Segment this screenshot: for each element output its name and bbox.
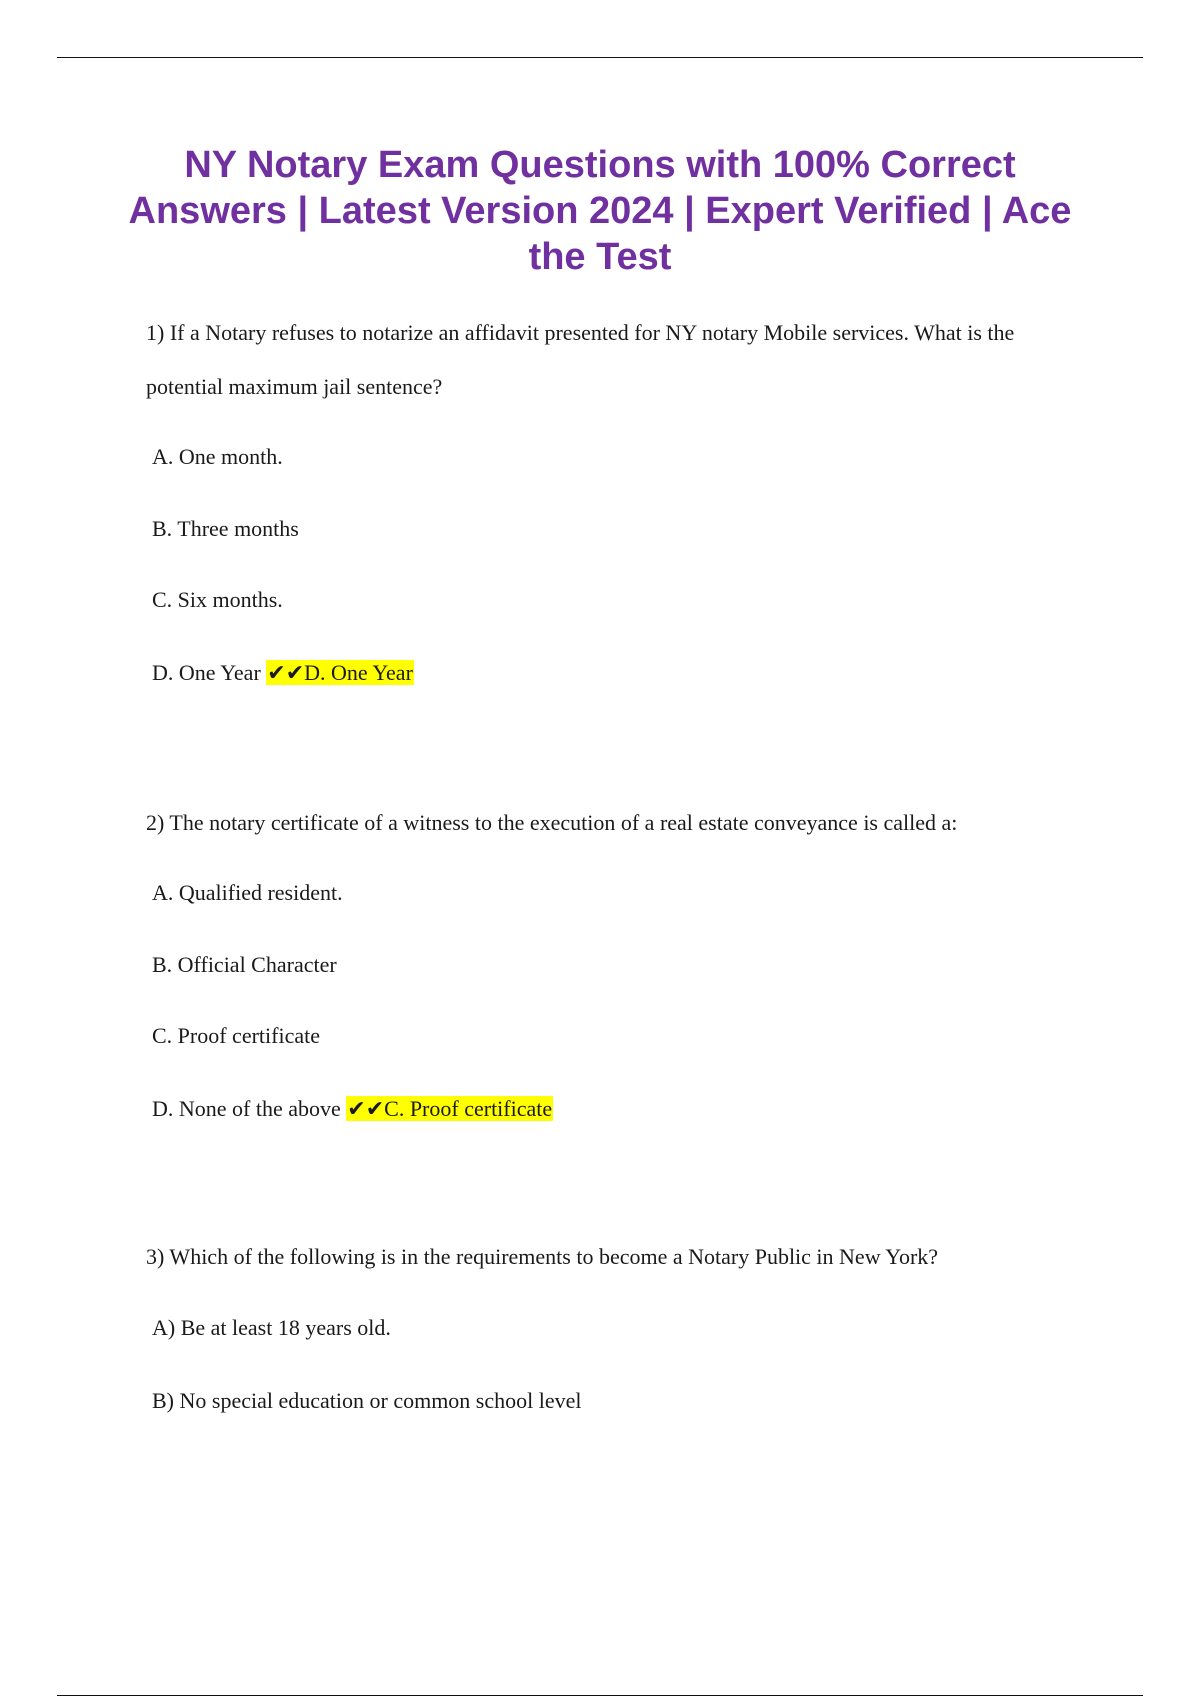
header-rule xyxy=(57,57,1143,58)
question-1-answer-highlight: ✔✔D. One Year xyxy=(267,660,413,685)
question-1-prompt: 1) If a Notary refuses to notarize an affidavit presented for NY notary Mobile services. What is the potential maximum jail sentence? xyxy=(146,320,1015,399)
document-title: NY Notary Exam Questions with 100% Correct Answers | Latest Version 2024 | Expert Verified | Ace the Test xyxy=(128,144,1072,278)
question-2-answer-highlight: ✔✔C. Proof certificate xyxy=(347,1096,553,1121)
question-1-option-b: B. Three months xyxy=(152,516,299,541)
question-2-option-d: D. None of the above xyxy=(152,1096,341,1121)
question-3-option-a: A) Be at least 18 years old. xyxy=(152,1315,391,1340)
question-1-option-c: C. Six months. xyxy=(152,587,283,612)
question-2-option-a: A. Qualified resident. xyxy=(152,880,343,905)
question-1-option-a: A. One month. xyxy=(152,444,283,469)
question-1-option-d: D. One Year xyxy=(152,660,261,685)
question-2-prompt: 2) The notary certificate of a witness to the execution of a real estate conveyance is called a: xyxy=(146,810,958,835)
question-2-option-d-row xyxy=(152,1094,553,1124)
footer-rule xyxy=(57,1695,1143,1696)
question-3-option-b: B) No special education or common school level xyxy=(152,1388,582,1413)
question-2-option-c: C. Proof certificate xyxy=(152,1023,320,1048)
question-2-option-b: B. Official Character xyxy=(152,952,337,977)
question-3-prompt: 3) Which of the following is in the requirements to become a Notary Public in New York? xyxy=(146,1244,939,1269)
question-1-option-d-row xyxy=(152,658,414,688)
